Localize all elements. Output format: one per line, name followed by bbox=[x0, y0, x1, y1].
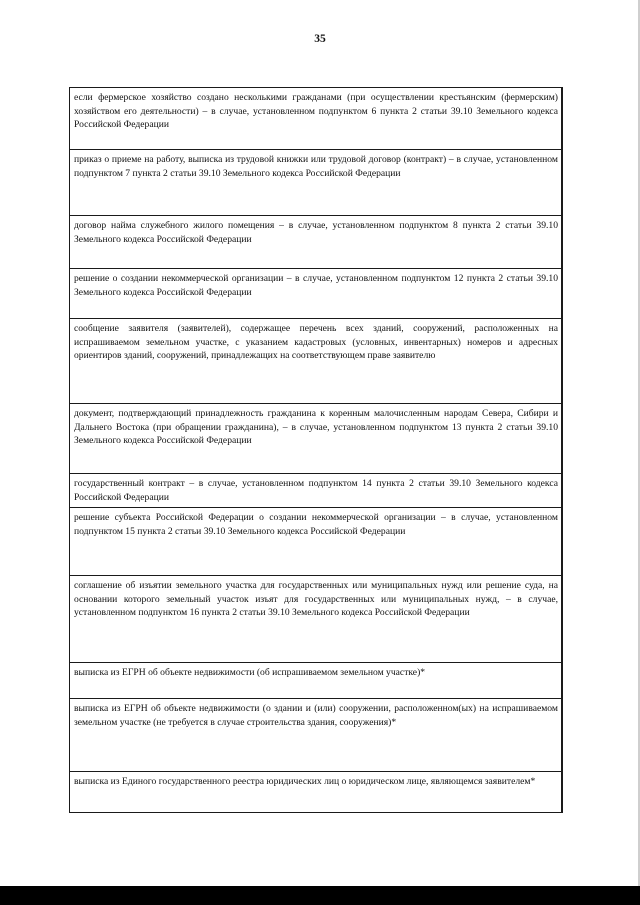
scan-bottom-border bbox=[0, 886, 640, 905]
empty-cell bbox=[562, 772, 563, 813]
empty-cell bbox=[562, 88, 563, 150]
empty-cell bbox=[562, 319, 563, 404]
empty-cell bbox=[562, 150, 563, 216]
table-cell: решение субъекта Российской Федерации о создании некоммерческой организации – в случае, установленном подпунктом 15 пункта 2 статьи 39.10 Земельного кодекса Российской Федерации bbox=[70, 508, 562, 576]
table-cell: договор найма служебного жилого помещения – в случае, установленном подпунктом 8 пункта 2 статьи 39.10 Земельного кодекса Российской Федерации bbox=[70, 216, 562, 269]
table-cell: документ, подтверждающий принадлежность гражданина к коренным малочисленным народам Севера, Сибири и Дальнего Востока (при обращении гражданина), – в случае, установленном подпунктом 13 пункта 2 статьи 39.10 Земельного кодекса Российской Федерации bbox=[70, 404, 562, 474]
table-cell: государственный контракт – в случае, установленном подпунктом 14 пункта 2 статьи 39.10 Земельного кодекса Российской Федерации bbox=[70, 474, 562, 508]
empty-cell bbox=[562, 663, 563, 699]
table-row bbox=[70, 319, 563, 404]
table-row bbox=[70, 508, 563, 576]
empty-cell bbox=[562, 216, 563, 269]
empty-cell bbox=[562, 404, 563, 474]
table-row bbox=[70, 150, 563, 216]
table-cell: решение о создании некоммерческой организации – в случае, установленном подпунктом 12 пункта 2 статьи 39.10 Земельного кодекса Российской Федерации bbox=[70, 269, 562, 319]
empty-cell bbox=[562, 699, 563, 772]
table-cell: выписка из ЕГРН об объекте недвижимости (об испрашиваемом земельном участке)* bbox=[70, 663, 562, 699]
table-row bbox=[70, 269, 563, 319]
table-row bbox=[70, 216, 563, 269]
document-table bbox=[69, 87, 563, 813]
empty-cell bbox=[562, 269, 563, 319]
table-row bbox=[70, 663, 563, 699]
table-cell: выписка из Единого государственного реестра юридических лиц о юридическом лице, являющемся заявителем* bbox=[70, 772, 562, 813]
page-number: 35 bbox=[314, 33, 326, 45]
table-cell: сообщение заявителя (заявителей), содержащее перечень всех зданий, сооружений, расположенных на испрашиваемом земельном участке, с указанием кадастровых (условных, инвентарных) номеров и адресных ориентиров зданий, сооружений, принадлежащих на соответствующем праве заявителю bbox=[70, 319, 562, 404]
table-cell: приказ о приеме на работу, выписка из трудовой книжки или трудовой договор (контракт) – в случае, установленном подпунктом 7 пункта 2 статьи 39.10 Земельного кодекса Российской Федерации bbox=[70, 150, 562, 216]
table-cell: если фермерское хозяйство создано несколькими гражданами (при осуществлении крестьянским (фермерским) хозяйством его деятельности) – в случае, установленном подпунктом 6 пункта 2 статьи 39.10 Земельного кодекса Российской Федерации bbox=[70, 88, 562, 150]
table-cell: соглашение об изъятии земельного участка для государственных или муниципальных нужд или решение суда, на основании которого земельный участок изъят для государственных или муниципальных нужд, – в случае, установленном подпунктом 16 пункта 2 статьи 39.10 Земельного кодекса Российской Федерации bbox=[70, 576, 562, 663]
empty-cell bbox=[562, 576, 563, 663]
table-row bbox=[70, 404, 563, 474]
empty-cell bbox=[562, 508, 563, 576]
table-row bbox=[70, 772, 563, 813]
table-cell: выписка из ЕГРН об объекте недвижимости (о здании и (или) сооружении, расположенном(ых) на испрашиваемом земельном участке (не требуется в случае строительства здания, сооружения)* bbox=[70, 699, 562, 772]
table-row bbox=[70, 699, 563, 772]
table-row bbox=[70, 576, 563, 663]
empty-cell bbox=[562, 474, 563, 508]
table-row bbox=[70, 474, 563, 508]
table-row bbox=[70, 88, 563, 150]
